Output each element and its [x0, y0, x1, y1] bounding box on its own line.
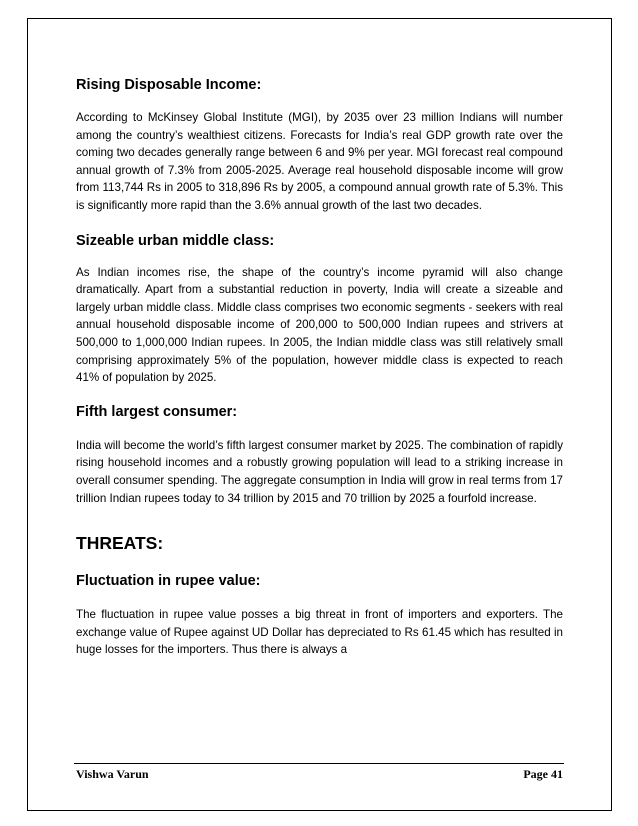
heading-fifth-largest-consumer: Fifth largest consumer: — [76, 403, 238, 420]
paragraph-urban-middle-class: As Indian incomes rise, the shape of the country’s income pyramid will also change dramatically. Apart from a substantial reduction in poverty, India will create a sizeable and largely urban middle class. Middle class comprises two economic segments - seekers with real annual household disposable income of 200,000 to 500,000 Indian rupees and strivers at 500,000 to 1,000,000 Indian rupees. In 2005, the Indian middle class was still relatively small comprising approximately 5% of the population, however middle class is expected to reach 41% of population by 2025. — [76, 265, 563, 385]
heading-fluctuation-rupee-value: Fluctuation in rupee value: — [76, 573, 261, 590]
footer-author: Vishwa Varun — [76, 767, 149, 781]
page-content — [76, 68, 563, 659]
footer-rule — [74, 763, 564, 764]
paragraph-fluctuation-rupee-value: The fluctuation in rupee value posses a big threat in front of importers and exporters. The exchange value of Rupee against UD Dollar has depreciated to Rs 61.45 which has resulted in huge losses for the importers. Thus there is always a — [76, 608, 563, 657]
paragraph-rising-disposable-income: According to McKinsey Global Institute (MGI), by 2035 over 23 million Indians will number among the country’s wealthiest citizens. Forecasts for India’s real GDP growth rate over the coming two decades generally range between 6 and 9% per year. MGI forecast real compound annual growth of 7.3% from 2005-2025. Average real household disposable income will grow from 113,744 Rs in 2005 to 318,896 Rs by 2005, a compound annual growth rate of 5.3%. This is significantly more rapid than the 3.6% annual growth of the last two decades. — [76, 111, 563, 212]
footer-page-number: Page 41 — [523, 767, 563, 781]
heading-rising-disposable-income: Rising Disposable Income: — [76, 77, 262, 93]
paragraph-fifth-largest-consumer: India will become the world’s fifth largest consumer market by 2025. The combination of rapidly rising household incomes and a robustly growing population will lead to a striking increase in overall consumer spending. The aggregate consumption in India will grow in real terms from 17 trillion Indian rupees today to 34 trillion by 2015 and 70 trillion by 2025 a fourfold increase. — [76, 438, 563, 505]
heading-threats: THREATS: — [76, 533, 164, 554]
heading-urban-middle-class: Sizeable urban middle class: — [76, 232, 275, 249]
